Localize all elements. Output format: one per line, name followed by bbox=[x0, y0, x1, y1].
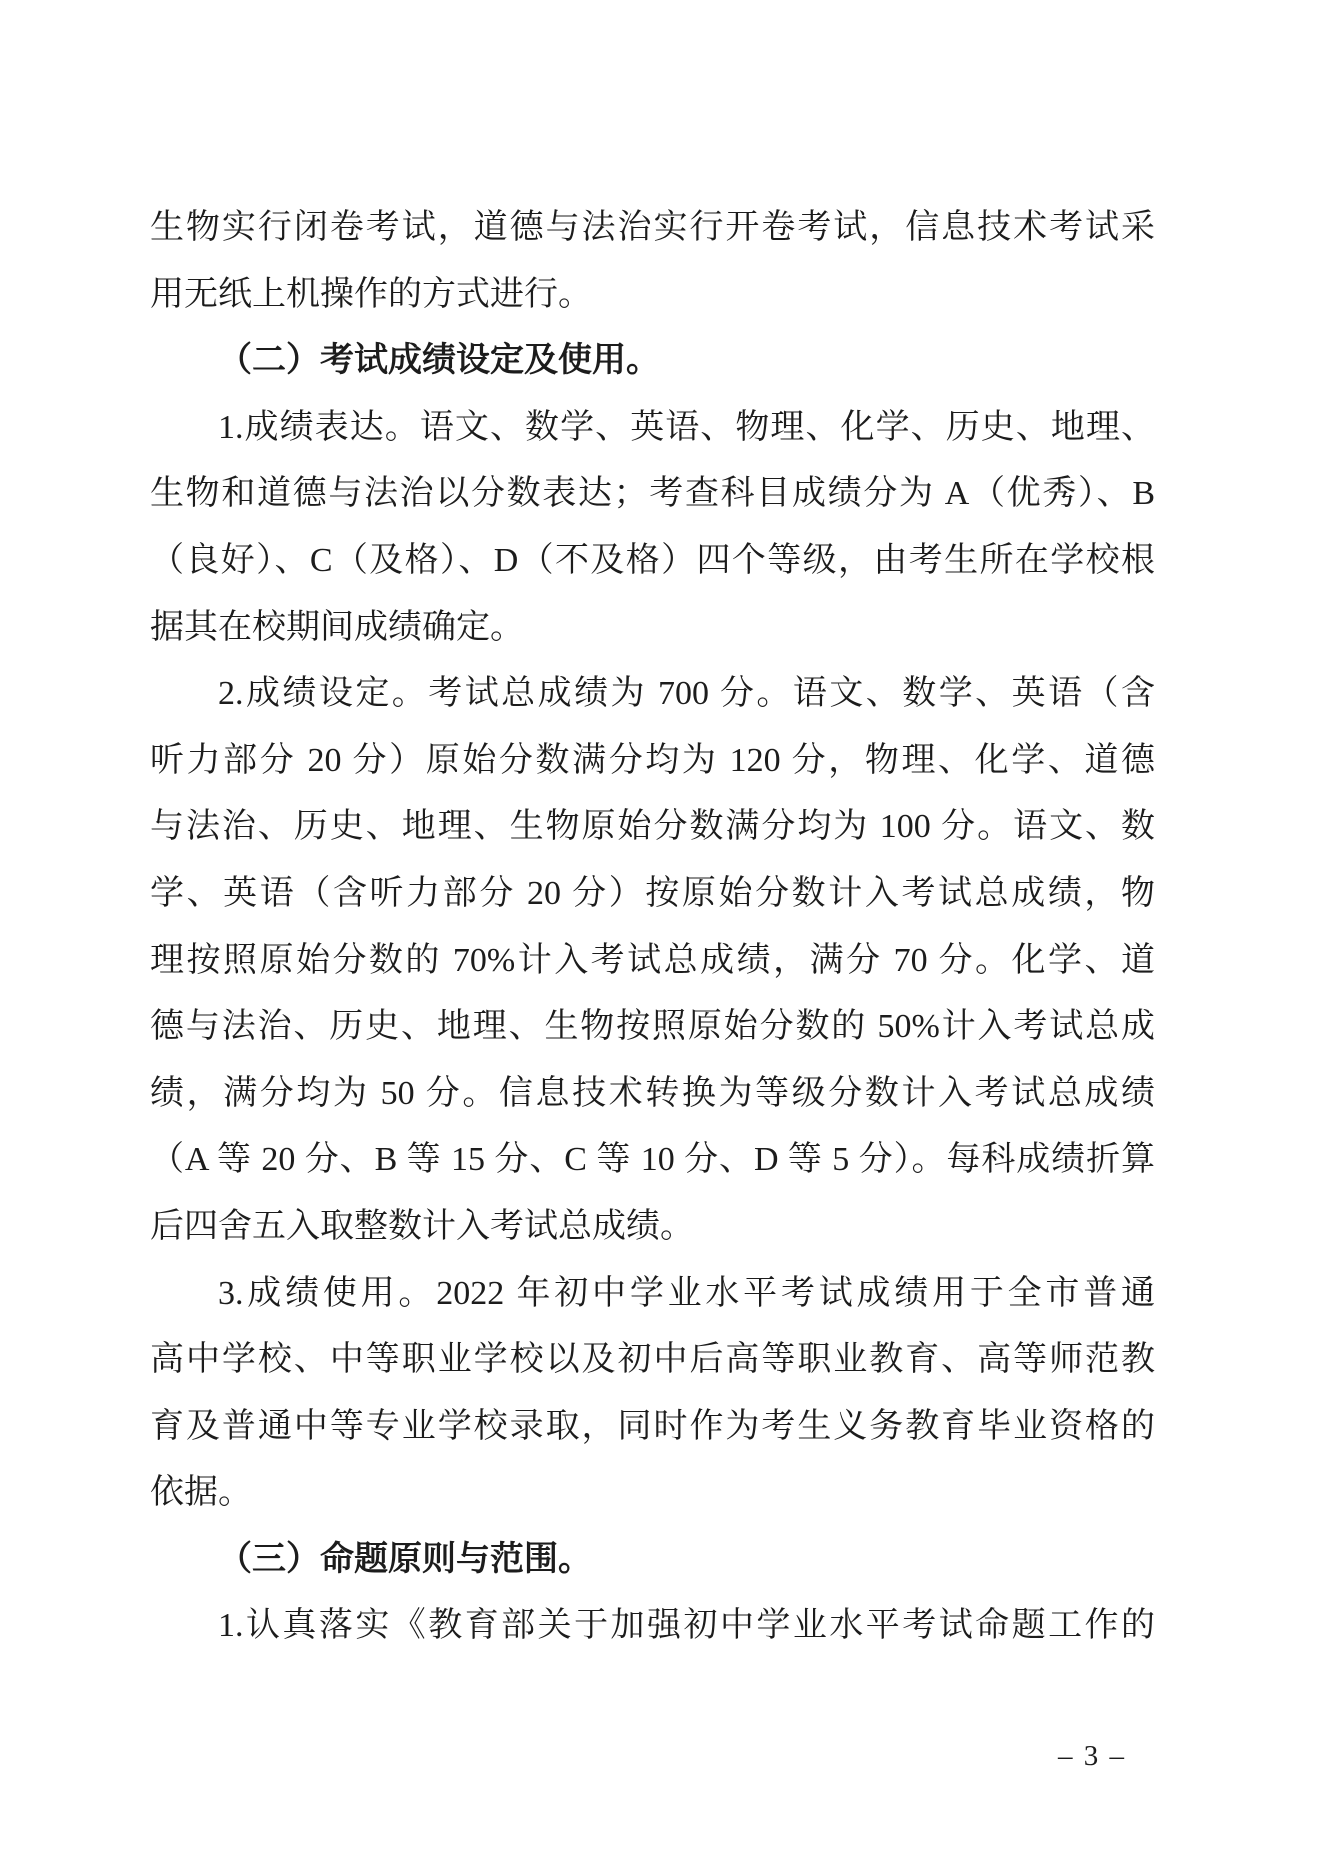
page-number: – 3 – bbox=[1058, 1740, 1126, 1772]
document-body bbox=[150, 195, 1155, 1660]
section-heading: （三）命题原则与范围。 bbox=[218, 1540, 592, 1578]
document-line: 1.认真落实《教育部关于加强初中学业水平考试命题工作的 bbox=[218, 1607, 1155, 1645]
document-line: 理按照原始分数的 70%计入考试总成绩，满分 70 分。化学、道 bbox=[150, 941, 1155, 979]
document-line: 2.成绩设定。考试总成绩为 700 分。语文、数学、英语（含 bbox=[218, 675, 1155, 713]
document-line: 据其在校期间成绩确定。 bbox=[150, 608, 524, 646]
document-line: （A 等 20 分、B 等 15 分、C 等 10 分、D 等 5 分）。每科成绩折算 bbox=[150, 1141, 1155, 1179]
document-line: 与法治、历史、地理、生物原始分数满分均为 100 分。语文、数 bbox=[150, 808, 1155, 846]
document-line: 3.成绩使用。2022 年初中学业水平考试成绩用于全市普通 bbox=[218, 1274, 1155, 1312]
document-line: 用无纸上机操作的方式进行。 bbox=[150, 275, 592, 313]
document-line: 依据。 bbox=[150, 1474, 252, 1512]
document-line: 绩，满分均为 50 分。信息技术转换为等级分数计入考试总成绩 bbox=[150, 1074, 1155, 1112]
document-line: 生物和道德与法治以分数表达；考查科目成绩分为 A（优秀）、B bbox=[150, 475, 1155, 513]
document-line: 听力部分 20 分）原始分数满分均为 120 分，物理、化学、道德 bbox=[150, 741, 1155, 779]
document-line: （良好）、C（及格）、D（不及格）四个等级，由考生所在学校根 bbox=[150, 541, 1155, 579]
document-line: 高中学校、中等职业学校以及初中后高等职业教育、高等师范教 bbox=[150, 1341, 1155, 1379]
document-line: 后四舍五入取整数计入考试总成绩。 bbox=[150, 1207, 694, 1245]
section-heading: （二）考试成绩设定及使用。 bbox=[218, 342, 660, 380]
document-line: 1.成绩表达。语文、数学、英语、物理、化学、历史、地理、 bbox=[218, 408, 1155, 446]
document-line: 生物实行闭卷考试，道德与法治实行开卷考试，信息技术考试采 bbox=[150, 209, 1155, 246]
document-line: 育及普通中等专业学校录取，同时作为考生义务教育毕业资格的 bbox=[150, 1407, 1155, 1445]
document-line: 学、英语（含听力部分 20 分）按原始分数计入考试总成绩，物 bbox=[150, 874, 1155, 912]
document-line: 德与法治、历史、地理、生物按照原始分数的 50%计入考试总成 bbox=[150, 1008, 1155, 1046]
